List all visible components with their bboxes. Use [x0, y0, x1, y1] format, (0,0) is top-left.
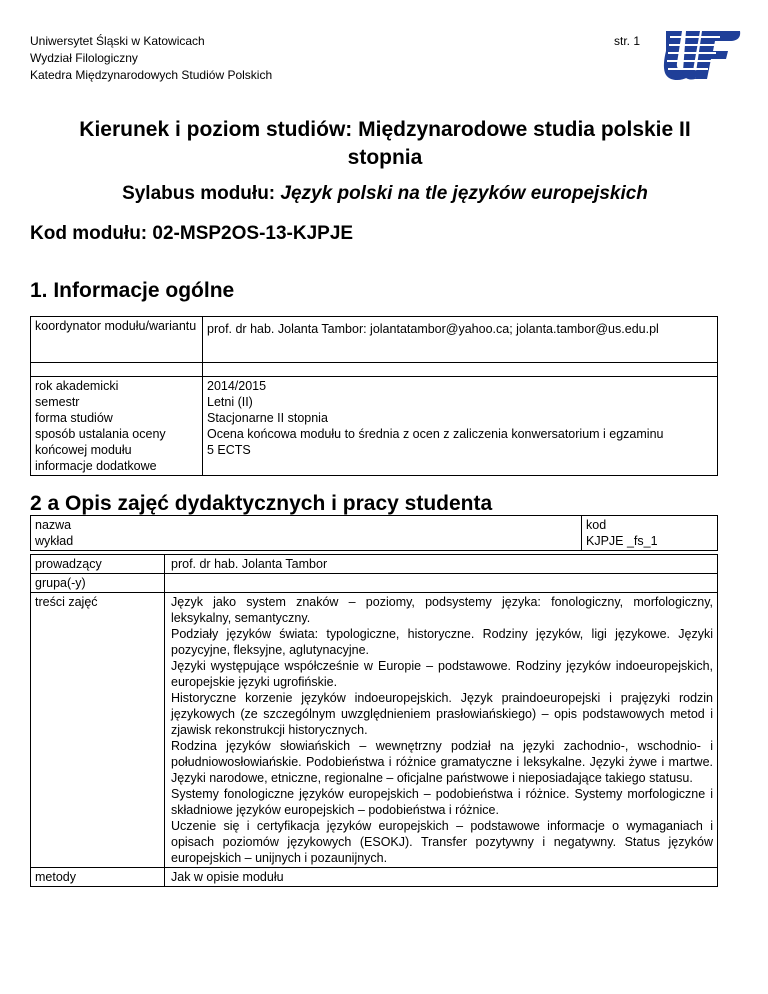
course-code-cell [582, 516, 718, 551]
course-name-table [30, 515, 718, 551]
page-number: str. 1 [614, 34, 641, 48]
tresci-label: treści zajęć [31, 593, 165, 868]
header-department: Katedra Międzynarodowych Studiów Polskich [30, 68, 273, 82]
grupa-value [165, 574, 718, 593]
section-1-heading: 1. Informacje ogólne [30, 279, 235, 302]
spacer-row [31, 363, 718, 377]
label-additional-info: informacje dodatkowe [35, 459, 157, 473]
label-academic-year: rok akademicki [35, 379, 119, 393]
header-faculty: Wydział Filologiczny [30, 51, 138, 65]
value-study-form: Stacjonarne II stopnia [207, 411, 328, 425]
coordinator-label: koordynator modułu/wariantu [31, 317, 203, 363]
label-semester: semestr [35, 395, 80, 409]
university-logo [660, 27, 742, 85]
kod-value: KJPJE _fs_1 [586, 534, 658, 548]
subtitle-prefix: Sylabus modułu: [122, 183, 281, 204]
module-name: Język polski na tle języków europejskich [280, 183, 648, 204]
content-paragraph: Historyczne korzenie języków indoeuropejskich. Język praindoeuropejski i prajęzyki rodzin językowych (ze szczególnym uwzględnieniem prasłowiańskiego) – opis podstawowych metod i zjawisk rekonstrukcji historycznych. [171, 691, 713, 737]
group-row [31, 574, 718, 593]
nazwa-label: nazwa [35, 518, 72, 532]
value-additional-info: 5 ECTS [207, 443, 251, 457]
course-details-table [30, 554, 718, 887]
info-labels [31, 377, 203, 476]
content-paragraph: Rodzina języków słowiańskich – wewnętrzny podział na języki zachodnio-, wschodnio- i południowosłowiańskie. Podobieństwa i różnice gramatyczne i leksykalne. Języki żywe i martwe. Języki narodowe, etniczne, regionalne – oficjalne państwowe i nieposiadające takiego statusu. [171, 739, 713, 785]
tresci-content [165, 593, 718, 868]
value-academic-year: 2014/2015 [207, 379, 267, 393]
page-header [30, 33, 272, 84]
value-grading: Ocena końcowa modułu to średnia z ocen z zaliczenia konwersatorium i egzaminu [207, 427, 664, 441]
nazwa-value: wykład [35, 534, 74, 548]
content-paragraph: Podziały języków świata: typologiczne, historyczne. Rodziny języków, ligi językowe. Języki pozycyjne, fleksyjne, aglutynacyjne. [171, 627, 713, 657]
grupa-label: grupa(-y) [31, 574, 165, 593]
content-row [31, 593, 718, 868]
value-semester: Letni (II) [207, 395, 253, 409]
coordinator-row [31, 317, 718, 363]
instructor-row [31, 555, 718, 574]
prowadzacy-label: prowadzący [31, 555, 165, 574]
methods-row [31, 868, 718, 887]
module-code: Kod modułu: 02-MSP2OS-13-KJPJE [30, 223, 354, 244]
info-values [203, 377, 718, 476]
info-rows [31, 377, 718, 476]
section-2-heading: 2 a Opis zajęć dydaktycznych i pracy studenta [30, 492, 493, 515]
coordinator-value: prof. dr hab. Jolanta Tambor: jolantatambor@yahoo.ca; jolanta.tambor@us.edu.pl [203, 317, 718, 363]
content-paragraph: Język jako system znaków – poziomy, podsystemy języka: fonologiczny, morfologiczny, leksykalny, semantyczny. [171, 595, 713, 625]
label-study-form: forma studiów [35, 411, 113, 425]
prowadzacy-value: prof. dr hab. Jolanta Tambor [165, 555, 718, 574]
metody-label: metody [31, 868, 165, 887]
header-university: Uniwersytet Śląski w Katowicach [30, 34, 205, 48]
kod-label: kod [586, 518, 607, 532]
syllabus-subtitle [40, 182, 730, 206]
course-name-cell [31, 516, 582, 551]
metody-value: Jak w opisie modułu [165, 868, 718, 887]
document-title: Kierunek i poziom studiów: Międzynarodowe studia polskie II stopnia [79, 118, 691, 169]
content-paragraph: Uczenie się i certyfikacja języków europejskich – podstawowe informacje o wymaganiach i opisach poziomów językowych (ESOKJ). Transfer pozytywny i negatywny. Status języków europejskich – unijnych i pozaunijnych. [171, 819, 713, 865]
content-paragraph: Języki występujące współcześnie w Europie – podstawowe. Rodziny języków indoeuropejskich, europejskie języki ugrofińskie. [171, 659, 713, 689]
general-info-table [30, 316, 718, 476]
content-paragraph: Systemy fonologiczne języków europejskich – podobieństwa i różnice. Systemy morfologiczne i składniowe języków europejskich – podobieństwa i różnice. [171, 787, 713, 817]
label-grading: sposób ustalania oceny końcowej modułu [35, 427, 166, 457]
